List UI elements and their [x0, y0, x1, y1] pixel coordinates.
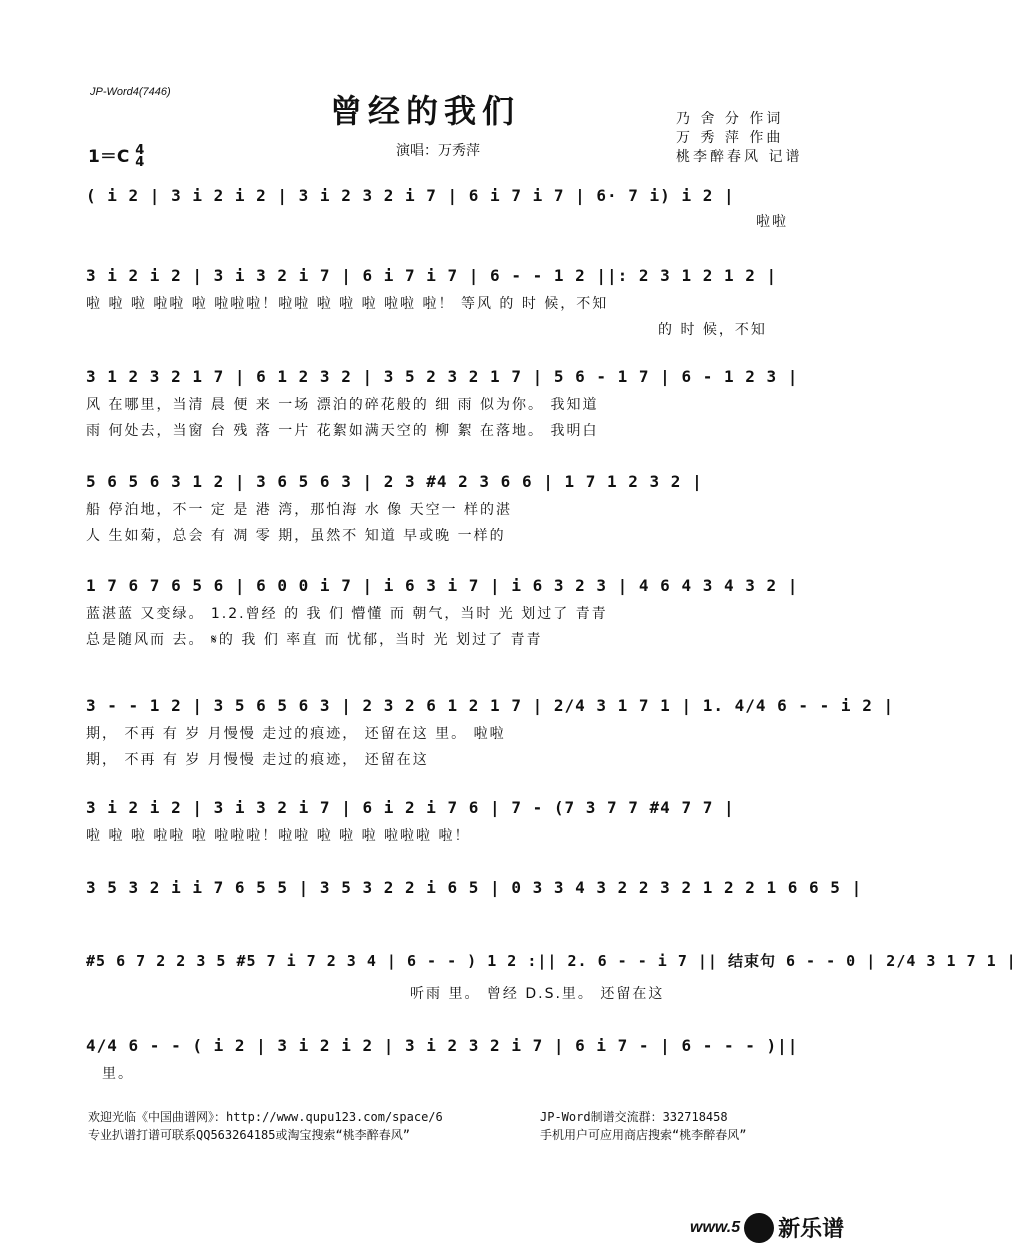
footer-group: JP-Word制谱交流群：332718458 — [540, 1110, 728, 1124]
lyric-line: 蓝湛蓝 又变绿。 1.2.曾经 的 我 们 懵懂 而 朝气，当时 光 划过了 青青 — [86, 606, 608, 622]
notation-line: 5 6 5 6 3 1 2 | 3 6 5 6 3 | 2 3 #4 2 3 6 6 | 1 7 1 2 3 2 | — [86, 472, 703, 491]
notation-line: 3 i 2 i 2 | 3 i 3 2 i 7 | 6 i 2 i 7 6 | 7 - (7 3 7 7 #4 7 7 | — [86, 798, 735, 817]
notation-line: ( i 2 | 3 i 2 i 2 | 3 i 2 3 2 i 7 | 6 i 7 i 7 | 6· 7 i) i 2 | — [86, 186, 735, 205]
system-8 — [86, 878, 863, 897]
footer-contact: 专业扒谱打谱可联系QQ563264185或淘宝搜索“桃李醉春风” — [88, 1128, 410, 1142]
vinyl-disc-icon — [744, 1213, 774, 1243]
lyric-line: 啦 啦 啦 啦啦 啦 啦啦啦！啦啦 啦 啦 啦 啦啦 啦！ 等风 的 时 候，不知 — [86, 296, 609, 312]
system-7 — [86, 798, 802, 845]
lyricist-credit: 乃 舍 分 作词 — [676, 111, 784, 127]
lyric-line: 船 停泊地，不一 定 是 港 湾，那怕海 水 像 天空一 样的湛 — [86, 502, 513, 518]
lyric-line: 啦 啦 啦 啦啦 啦 啦啦啦！啦啦 啦 啦 啦 啦啦啦 啦！ — [86, 828, 471, 844]
system-5 — [86, 576, 802, 649]
footer-right — [540, 1108, 746, 1144]
time-signature — [135, 145, 144, 169]
lyric-line: 总是随风而 去。 𝄋的 我 们 率直 而 忧郁，当时 光 划过了 青青 — [86, 632, 543, 648]
notation-line: 3 i 2 i 2 | 3 i 3 2 i 7 | 6 i 7 i 7 | 6 - - 1 2 ||: 2 3 1 2 1 2 | — [86, 266, 778, 285]
footer-left — [88, 1108, 443, 1144]
footer-app-search: 手机用户可应用商店搜索“桃李醉春风” — [540, 1128, 747, 1142]
notation-line: 4/4 6 - - ( i 2 | 3 i 2 i 2 | 3 i 2 3 2 i 7 | 6 i 7 - | 6 - - - )|| — [86, 1036, 799, 1055]
footer-website-link[interactable]: 欢迎光临《中国曲谱网》：http://www.qupu123.com/space/6 — [88, 1110, 443, 1124]
system-10 — [86, 1036, 802, 1083]
lyric-line: 啦啦 — [756, 214, 788, 230]
system-6 — [86, 696, 895, 769]
watermark-brand: 新乐谱 — [778, 1217, 845, 1242]
lyric-line: 听雨 里。 曾经 D.S.里。 还留在这 — [410, 986, 665, 1002]
notation-line: 1 7 6 7 6 5 6 | 6 0 0 i 7 | i 6 3 i 7 | i 6 3 2 3 | 4 6 4 3 4 3 2 | — [86, 576, 799, 595]
notation-line: 3 - - 1 2 | 3 5 6 5 6 3 | 2 3 2 6 1 2 1 7 | 2/4 3 1 7 1 | 1. 4/4 6 - - i 2 | — [86, 696, 895, 715]
software-label: JP-Word4(7446) — [90, 86, 171, 98]
lyric-line: 的 时 候，不知 — [658, 322, 767, 338]
transcriber-credit: 桃李醉春风 记谱 — [676, 149, 803, 165]
lyric-line: 期， 不再 有 岁 月慢慢 走过的痕迹， 还留在这 里。 啦啦 — [86, 726, 506, 742]
system-3 — [86, 367, 802, 440]
key-signature — [88, 142, 144, 169]
system-2 — [86, 266, 802, 339]
watermark — [690, 1212, 844, 1243]
notation-line: 3 1 2 3 2 1 7 | 6 1 2 3 2 | 3 5 2 3 2 1 7 | 5 6 - 1 7 | 6 - 1 2 3 | — [86, 367, 799, 386]
lyric-line: 里。 — [102, 1066, 134, 1082]
singer: 演唱：万秀萍 — [396, 143, 480, 159]
system-1 — [86, 186, 802, 231]
notation-line: #5 6 7 2 2 3 5 #5 7 i 7 2 3 4 | 6 - - ) 1 2 :|| 2. 6 - - i 7 || 结束句 6 - - 0 | 2/4 3 1 7 1 | — [86, 952, 1017, 970]
song-title: 曾经的我们 — [330, 92, 521, 130]
lyric-line: 风 在哪里，当清 晨 便 来 一场 漂泊的碎花般的 细 雨 似为你。 我知道 — [86, 397, 599, 413]
time-sig-bottom: 4 — [135, 155, 145, 170]
lyric-line: 期， 不再 有 岁 月慢慢 走过的痕迹， 还留在这 — [86, 752, 429, 768]
lyric-line: 人 生如菊，总会 有 凋 零 期，虽然不 知道 早或晚 一样的 — [86, 528, 506, 544]
system-9 — [86, 950, 1017, 1003]
time-sig-top: 4 — [135, 143, 145, 158]
watermark-url: www.5 — [690, 1218, 741, 1236]
system-4 — [86, 472, 802, 545]
notation-line: 3 5 3 2 i i 7 6 5 5 | 3 5 3 2 2 i 6 5 | 0 3 3 4 3 2 2 3 2 1 2 2 1 6 6 5 | — [86, 878, 863, 897]
composer-credit: 万 秀 萍 作曲 — [676, 130, 784, 146]
key-label: 1＝C — [88, 147, 130, 167]
lyric-line: 雨 何处去，当窗 台 残 落 一片 花絮如满天空的 柳 絮 在落地。 我明白 — [86, 423, 599, 439]
credits — [676, 110, 802, 167]
